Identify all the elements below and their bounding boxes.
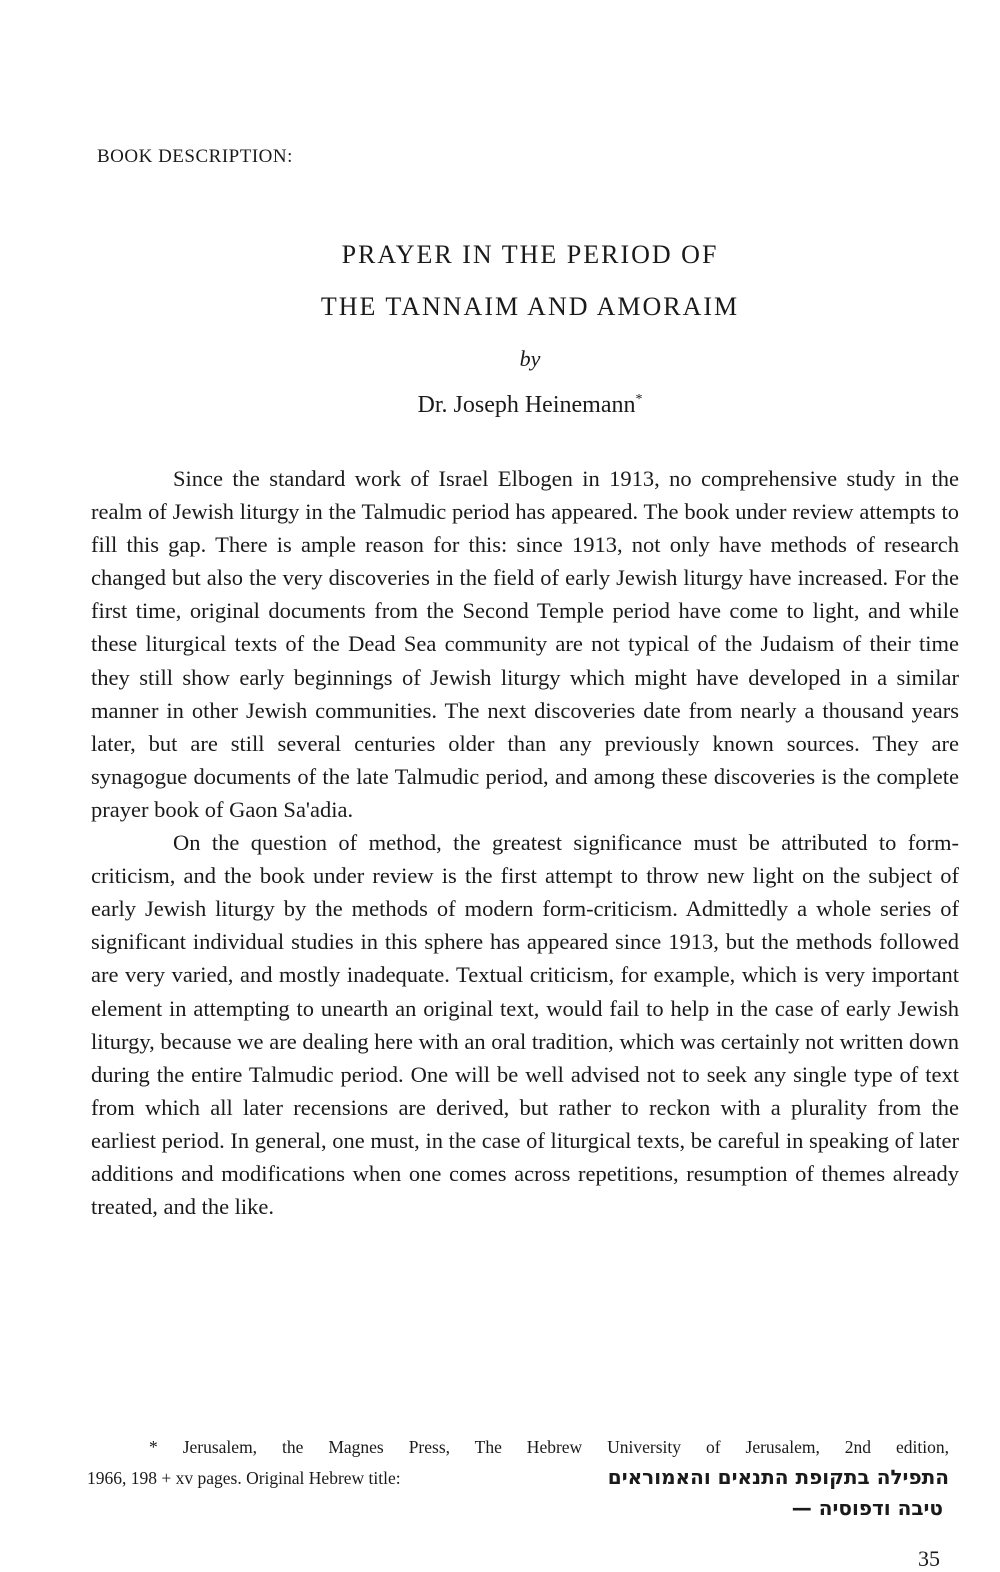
byline: by bbox=[519, 346, 541, 371]
book-title-line-1: PRAYER IN THE PERIOD OF bbox=[341, 240, 719, 269]
paragraph-1: Since the standard work of Israel Elbogen in 1913, no comprehensive study in the realm of Jewish liturgy in the Talmudic period has appeared. The book under review attempts to fill this gap. There is ample reason for this: since 1913, not only have methods of research changed but also the very discoveries in the field of early Jewish liturgy have increased. For the first time, original documents from the Second Temple period have come to light, and while these liturgical texts of the Dead Sea community are not typical of the Judaism of their time they still show early beginnings of Jewish liturgy which might have developed in a similar manner in other Jewish communities. The next discoveries date from nearly a thousand years later, but are still several centuries older than any previously known sources. They are synagogue documents of the late Talmudic period, and among these discoveries is the complete prayer book of Gaon Sa'adia. bbox=[91, 466, 959, 822]
footnote-line-3 bbox=[87, 1493, 949, 1524]
book-title-line-2: THE TANNAIM AND AMORAIM bbox=[320, 292, 740, 321]
author-line bbox=[0, 392, 1000, 419]
footnote bbox=[87, 1432, 949, 1524]
section-label: BOOK DESCRIPTION: bbox=[97, 146, 293, 167]
hebrew-title-line-2: — טיבה ודפוסיה bbox=[791, 1496, 943, 1520]
footnote-publication-details: 1966, 198 + xv pages. Original Hebrew title: bbox=[87, 1468, 401, 1488]
paragraph-2: On the question of method, the greatest significance must be attributed to form-criticism, and the book under review is the first attempt to throw new light on the subject of early Jewish liturgy by the methods of modern form-criticism. Admittedly a whole series of significant individual studies in this sphere has appeared since 1913, but the methods followed are very varied, and mostly inadequate. Textual criticism, for example, which is very important element in attempting to unearth an original text, would fail to help in the case of early Jewish liturgy, because we are dealing here with an oral tradition, which was certainly not written down during the entire Talmudic period. One will be well advised not to seek any single type of text from which all later recensions are derived, but rather to reckon with a plurality from the earliest period. In general, one must, in the case of liturgical texts, be careful in speaking of later additions and modifications when one comes across repetitions, resumption of themes already treated, and the like. bbox=[91, 830, 959, 1220]
page-number: 35 bbox=[918, 1546, 940, 1571]
author-name: Dr. Joseph Heinemann bbox=[417, 392, 636, 418]
footnote-line-2 bbox=[87, 1462, 949, 1493]
hebrew-title-line-1: התפילה בתקופת התנאים והאמוראים bbox=[607, 1465, 949, 1489]
footnote-marker: * bbox=[635, 392, 643, 407]
review-body bbox=[91, 462, 959, 1223]
footnote-line-1: * Jerusalem, the Magnes Press, The Hebrew University of Jerusalem, 2nd edition, bbox=[149, 1437, 949, 1457]
